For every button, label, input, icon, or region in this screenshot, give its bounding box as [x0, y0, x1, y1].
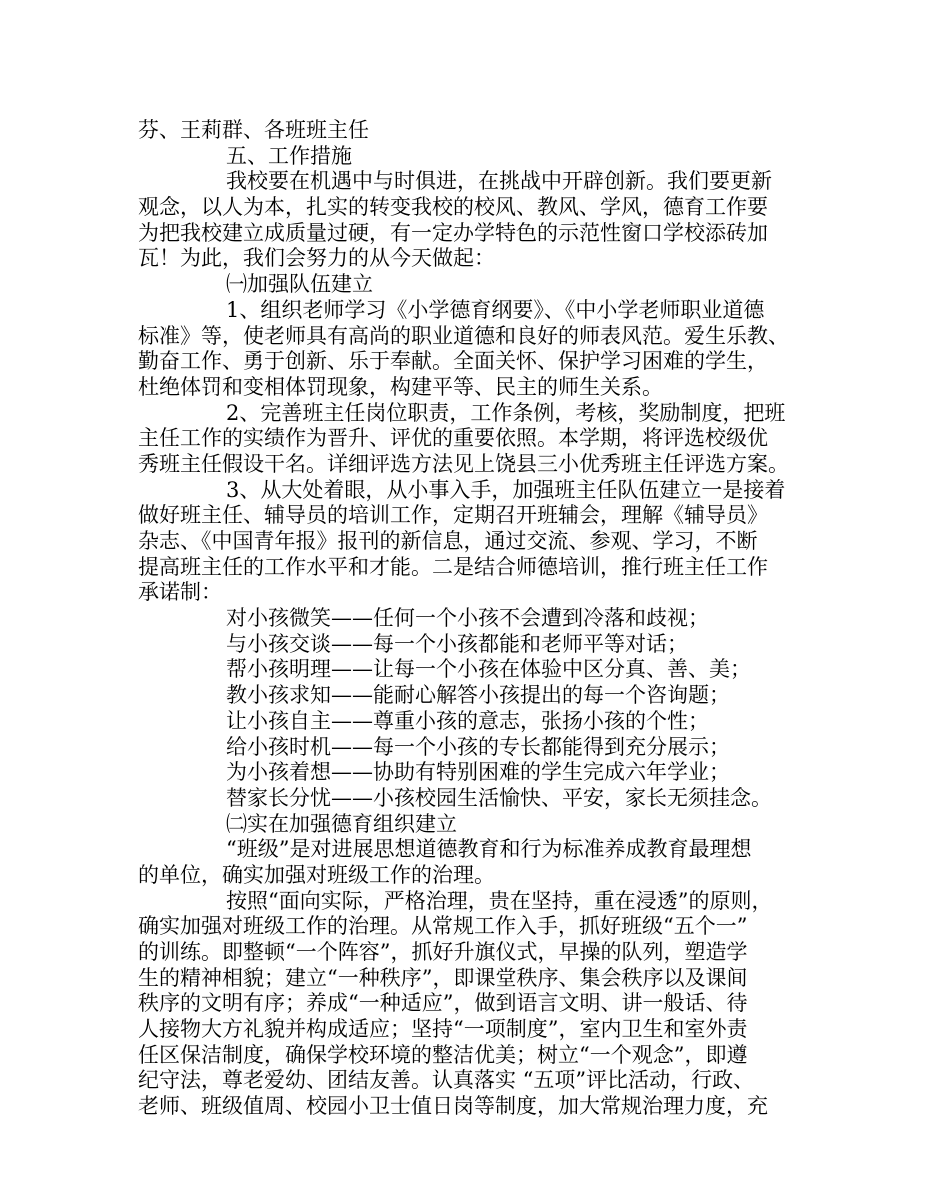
text-line: 老师、班级值周、校园小卫士值日岗等制度，加大常规治理力度，充 [138, 1094, 768, 1119]
pledge-item: 与小孩交谈——每一个小孩都能和老师平等对话； [226, 631, 688, 656]
pledge-item: 对小孩微笑——任何一个小孩不会遭到冷落和歧视； [226, 606, 709, 631]
pledge-item: 替家长分忧——小孩校园生活愉快、平安，家长无须挂念。 [226, 785, 772, 810]
text-line: 主任工作的实绩作为晋升、评优的重要依照。本学期，将评选校级优 [138, 426, 768, 451]
text-line: 做好班主任、辅导员的培训工作，定期召开班辅会，理解《辅导员》 [138, 503, 768, 528]
text-line: 的训练。即整顿“一个阵容”，抓好升旗仪式，早操的队列，塑造学 [138, 940, 748, 964]
text-line: 我校要在机遇中与时俱进，在挑战中开辟创新。我们要更新 [226, 169, 772, 194]
pledge-item: 为小孩着想——协助有特别困难的学生完成六年学业； [226, 760, 730, 785]
text-line: 2、完善班主任岗位职责，工作条例，考核，奖励制度，把班 [226, 400, 786, 425]
text-line: 确实加强对班级工作的治理。从常规工作入手，抓好班级“五个一” [138, 914, 748, 939]
text-line: 按照“面向实际，严格治理，贵在坚持，重在浸透”的原则， [226, 888, 773, 913]
text-line: 芬、王莉群、各班班主任 [138, 118, 369, 142]
pledge-item: 给小孩时机——每一个小孩的专长都能得到充分展示； [226, 734, 730, 759]
section-heading: 五、工作措施 [226, 143, 352, 168]
text-line: 标准》等，使老师具有高尚的职业道德和良好的师表风范。爱生乐教、 [138, 323, 789, 348]
text-line: 的单位，确实加强对班级工作的治理。 [138, 862, 495, 887]
pledge-item: 让小孩自主——尊重小孩的意志，张扬小孩的个性； [226, 708, 709, 733]
text-line: 为把我校建立成质量过硬，有一定办学特色的示范性窗口学校添砖加 [138, 220, 768, 245]
text-line: 杂志、《中国青年报》报刊的新信息，通过交流、参观、学习，不断 [138, 529, 758, 553]
text-line: 秀班主任假设干名。详细评选方法见上饶县三小优秀班主任评选方案。 [138, 451, 789, 476]
text-line: 纪守法，尊老爱幼、团结友善。认真落实 “五项”评比活动，行政、 [138, 1068, 755, 1093]
subsection-heading: ㈡实在加强德育组织建立 [226, 811, 457, 836]
text-line: 承诺制： [138, 580, 222, 605]
text-line: 秩序的文明有序；养成“一种适应”，做到语言文明、讲一般话、待 [138, 991, 748, 1016]
text-line: 人接物大方礼貌并构成适应；坚持“一项制度”，室内卫生和室外责 [138, 1017, 748, 1042]
text-line: 观念，以人为本，扎实的转变我校的校风、教风、学风，德育工作要 [138, 195, 768, 220]
text-line: “班级”是对进展思想道德教育和行为标准养成教育最理想 [226, 837, 752, 862]
text-line: 杜绝体罚和变相体罚现象，构建平等、民主的师生关系。 [138, 374, 663, 399]
text-line: 提高班主任的工作水平和才能。二是结合师德培训，推行班主任工作 [138, 554, 768, 579]
text-line: 生的精神相貌；建立“一种秩序”，即课堂秩序、集会秩序以及课间 [138, 965, 748, 990]
text-line: 1、组织老师学习《小学德育纲要》、《中小学老师职业道德 [226, 297, 765, 322]
text-line: 3、从大处着眼，从小事入手，加强班主任队伍建立一是接着 [226, 477, 786, 502]
document-body [138, 118, 828, 1120]
pledge-item: 教小孩求知——能耐心解答小孩提出的每一个咨询题； [226, 683, 730, 708]
text-line: 勤奋工作、勇于创新、乐于奉献。全面关怀、保护学习困难的学生， [138, 349, 768, 374]
text-line: 任区保洁制度，确保学校环境的整洁优美；树立“一个观念”，即遵 [138, 1042, 748, 1067]
text-line: 瓦！为此，我们会努力的从今天做起： [138, 246, 495, 271]
subsection-heading: ㈠加强队伍建立 [226, 272, 373, 297]
pledge-item: 帮小孩明理——让每一个小孩在体验中区分真、善、美； [226, 657, 751, 682]
